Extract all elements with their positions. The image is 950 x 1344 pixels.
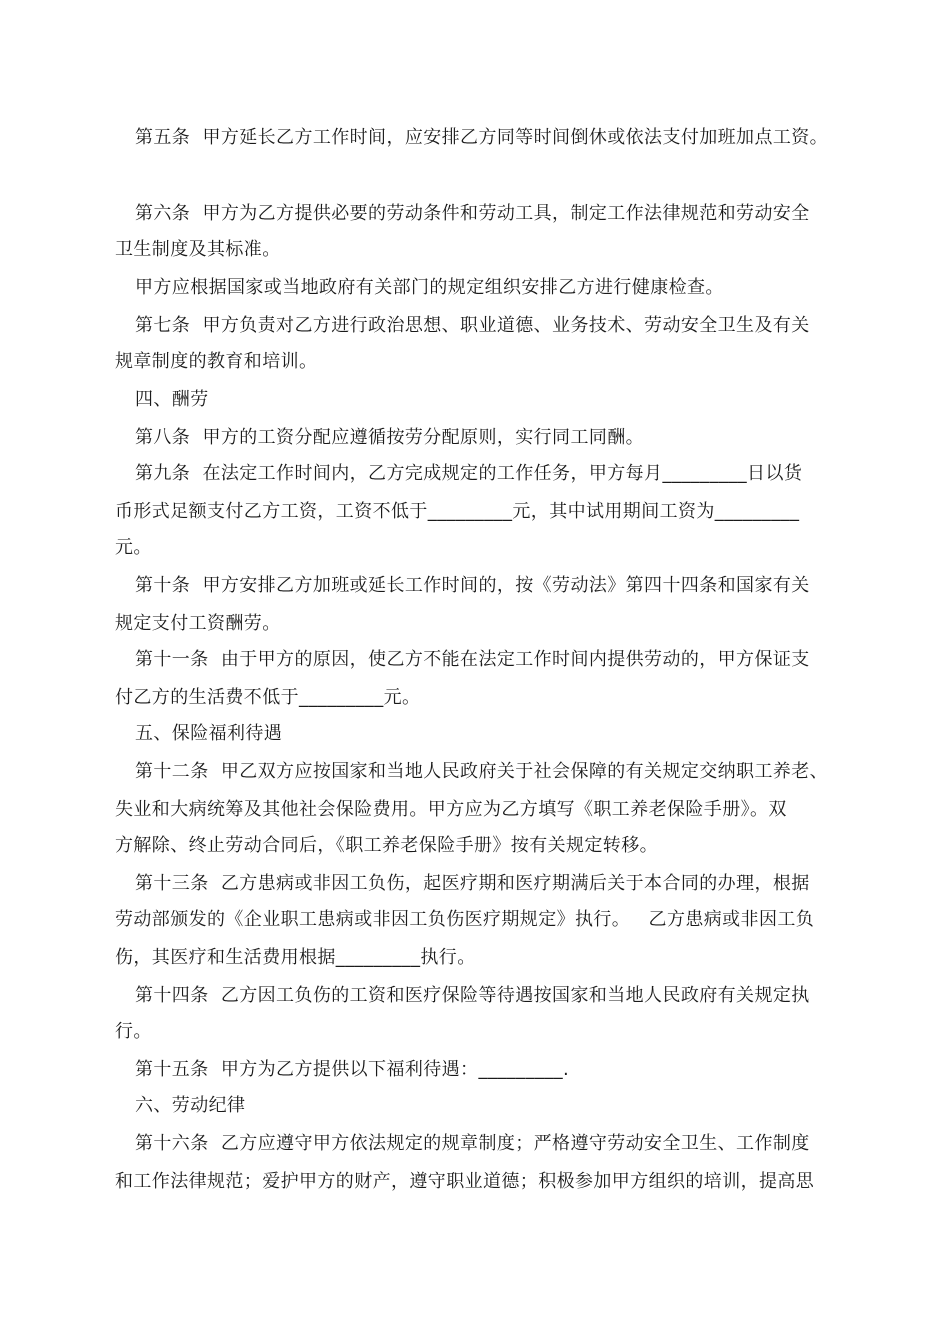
article-9-line-2: 币形式足额支付乙方工资，工资不低于_________元，其中试用期间工资为_________ xyxy=(115,501,800,522)
article-12-line-2: 失业和大病统筹及其他社会保险费用。甲方应为乙方填写《职工养老保险手册》。双 xyxy=(115,799,787,820)
article-10-line-1: 第十条 甲方安排乙方加班或延长工作时间的，按《劳动法》第四十四条和国家有关 xyxy=(135,575,810,596)
article-11-line-2: 付乙方的生活费不低于_________元。 xyxy=(115,687,421,708)
article-12-line-1: 第十二条 甲乙双方应按国家和当地人民政府关于社会保障的有关规定交纳职工养老、 xyxy=(135,761,829,782)
article-7-line-1: 第七条 甲方负责对乙方进行政治思想、职业道德、业务技术、劳动安全卫生及有关 xyxy=(135,315,810,336)
article-15-line-1: 第十五条 甲方为乙方提供以下福利待遇：_________. xyxy=(135,1059,570,1080)
article-8-line-1: 第八条 甲方的工资分配应遵循按劳分配原则，实行同工同酬。 xyxy=(135,427,645,448)
article-10-line-2: 规定支付工资酬劳。 xyxy=(115,613,281,634)
article-6-line-1: 第六条 甲方为乙方提供必要的劳动条件和劳动工具，制定工作法律规范和劳动安全 xyxy=(135,203,810,224)
article-7-line-2: 规章制度的教育和培训。 xyxy=(115,351,318,372)
section-4-heading: 四、酬劳 xyxy=(135,389,209,410)
section-6-heading: 六、劳动纪律 xyxy=(135,1095,246,1116)
article-12-line-3: 方解除、终止劳动合同后，《职工养老保险手册》按有关规定转移。 xyxy=(115,835,658,856)
article-9-line-1: 第九条 在法定工作时间内，乙方完成规定的工作任务，甲方每月_________日以货 xyxy=(135,463,803,484)
article-11-line-1: 第十一条 由于甲方的原因，使乙方不能在法定工作时间内提供劳动的，甲方保证支 xyxy=(135,649,810,670)
article-14-line-2: 行。 xyxy=(115,1021,152,1042)
article-16-line-2: 和工作法律规范；爱护甲方的财产，遵守职业道德；积极参加甲方组织的培训，提高思 xyxy=(115,1171,815,1192)
article-13-line-3: 伤，其医疗和生活费用根据_________执行。 xyxy=(115,947,476,968)
article-6-line-2: 卫生制度及其标准。 xyxy=(115,239,281,260)
article-13-line-2: 劳动部颁发的《企业职工患病或非因工负伤医疗期规定》执行。 乙方患病或非因工负 xyxy=(115,909,815,930)
article-13-line-1: 第十三条 乙方患病或非因工负伤，起医疗期和医疗期满后关于本合同的办理，根据 xyxy=(135,873,810,894)
article-5-line-1: 第五条 甲方延长乙方工作时间，应安排乙方同等时间倒休或依法支付加班加点工资。 xyxy=(135,127,829,148)
section-5-heading: 五、保险福利待遇 xyxy=(135,723,283,744)
article-14-line-1: 第十四条 乙方因工负伤的工资和医疗保险等待遇按国家和当地人民政府有关规定执 xyxy=(135,985,810,1006)
health-check-line: 甲方应根据国家或当地政府有关部门的规定组织安排乙方进行健康检查。 xyxy=(135,277,724,298)
article-9-line-3: 元。 xyxy=(115,537,152,558)
article-16-line-1: 第十六条 乙方应遵守甲方依法规定的规章制度；严格遵守劳动安全卫生、工作制度 xyxy=(135,1133,810,1154)
